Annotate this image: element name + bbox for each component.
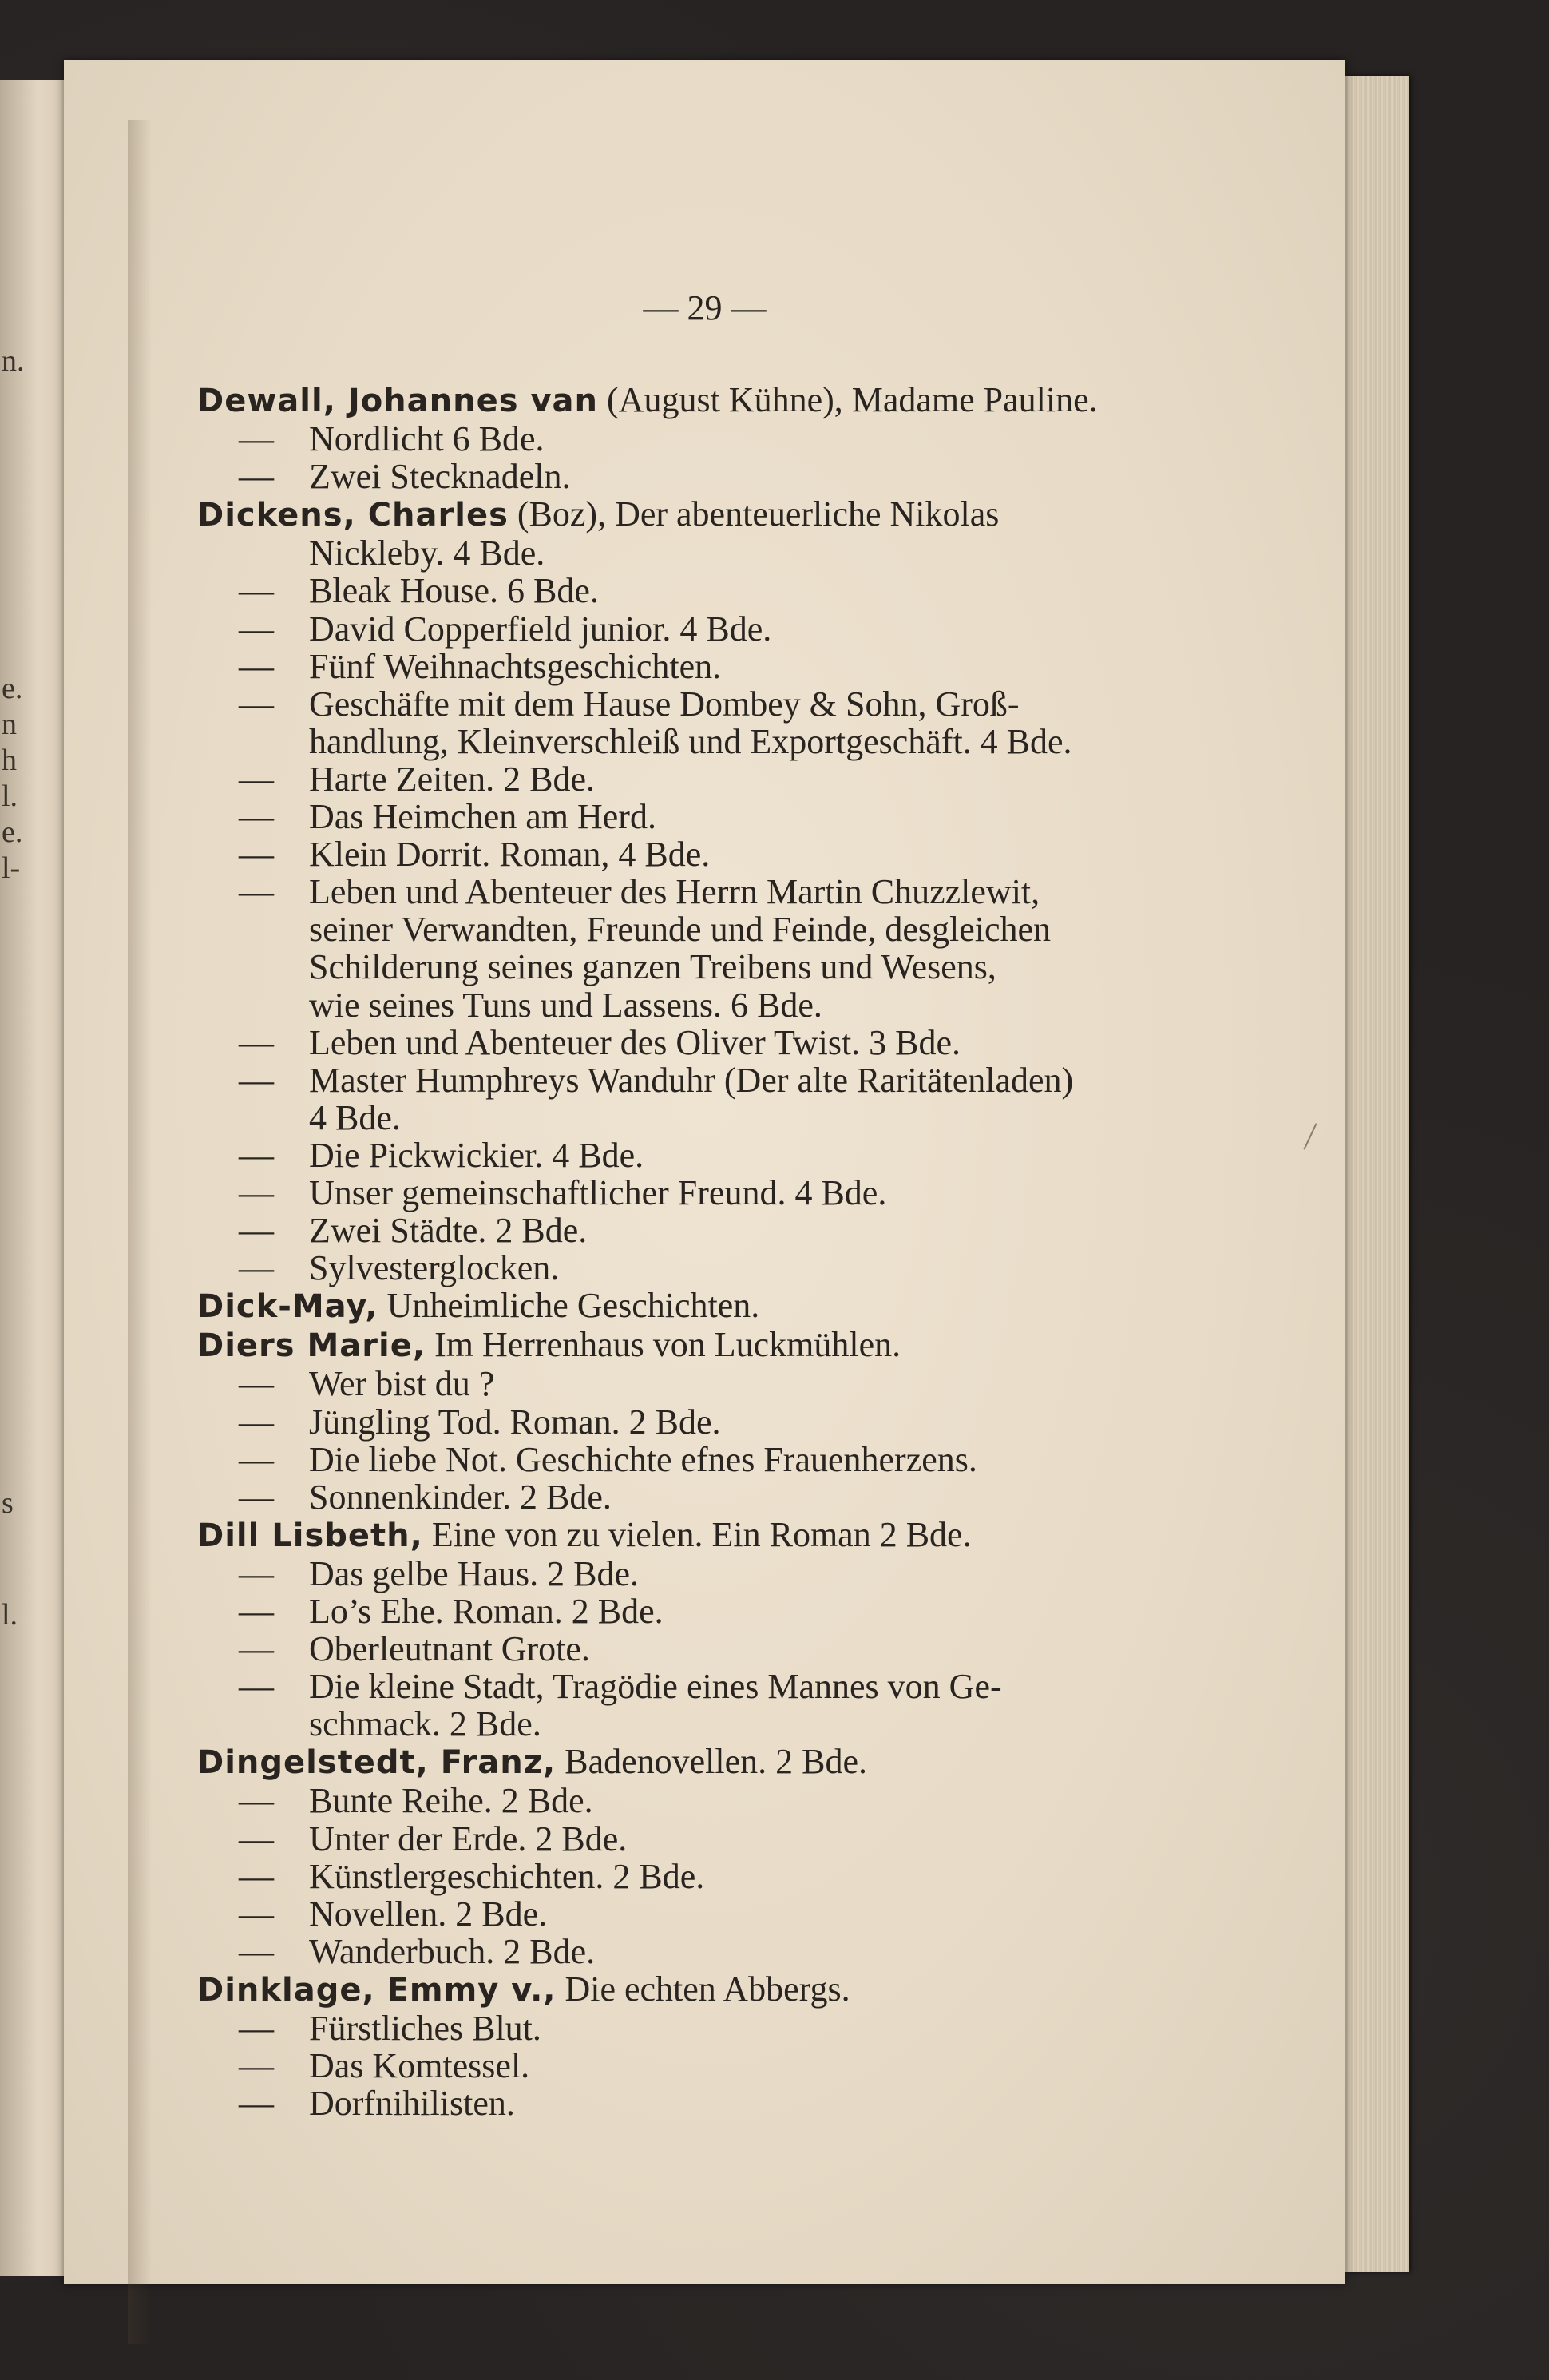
ditto-dash: — <box>239 571 274 611</box>
entry-continuation: Schilderung seines ganzen Treibens und Wesens, <box>309 947 996 987</box>
ditto-dash: — <box>239 1402 274 1442</box>
title-entry <box>197 873 1222 1023</box>
entry-text: Harte Zeiten. 2 Bde. <box>309 759 595 799</box>
title-entry <box>197 1174 1222 1212</box>
entry-text: Wer bist du ? <box>309 1364 495 1404</box>
title-entry <box>197 1403 1222 1441</box>
fragment-text: l. <box>2 1598 18 1632</box>
title-entry <box>197 610 1222 648</box>
title-entry <box>197 420 1222 458</box>
fragment-text: s <box>2 1486 14 1520</box>
entry-text: Nordlicht 6 Bde. <box>309 419 545 459</box>
ditto-dash: — <box>239 1364 274 1404</box>
pencil-mark <box>1303 1123 1317 1149</box>
entry-text: Zwei Städte. 2 Bde. <box>309 1211 588 1251</box>
author-entry <box>197 381 1222 420</box>
entry-continuation: seiner Verwandten, Freunde und Feinde, desgleichen <box>309 910 1052 950</box>
entry-text: Fünf Weihnachtsgeschichten. <box>309 646 722 686</box>
entry-text: Sylvesterglocken. <box>309 1248 560 1288</box>
entry-text: Oberleutnant Grote. <box>309 1629 590 1669</box>
entry-text: Die Pickwickier. 4 Bde. <box>309 1135 644 1175</box>
entry-continuation: handlung, Kleinverschleiß und Exportgeschäft. 4 Bde. <box>309 721 1072 761</box>
title-entry <box>197 1555 1222 1593</box>
ditto-dash: — <box>239 759 274 799</box>
ditto-dash: — <box>239 2046 274 2086</box>
previous-page-fragments <box>0 80 24 2276</box>
ditto-dash: — <box>239 2084 274 2124</box>
entry-text: Unser gemeinschaftlicher Freund. 4 Bde. <box>309 1172 887 1212</box>
entry-text: Im Herrenhaus von Luckmühlen. <box>426 1325 901 1365</box>
author-entry <box>197 1743 1222 1782</box>
fragment-text: e. <box>2 672 23 705</box>
author-entry <box>197 1287 1222 1326</box>
title-entry <box>197 1024 1222 1061</box>
ditto-dash: — <box>239 684 274 724</box>
entry-text: Dorfnihilisten. <box>309 2084 515 2124</box>
page-number: — 29 — <box>643 288 767 327</box>
page-block-edge <box>1345 76 1409 2272</box>
ditto-dash: — <box>239 1931 274 1971</box>
entry-text: Das Heimchen am Herd. <box>309 797 656 837</box>
ditto-dash: — <box>239 1211 274 1251</box>
author-name: Dickens, Charles <box>197 497 509 534</box>
title-entry <box>197 1478 1222 1516</box>
author-name: Dinklage, Emmy v., <box>197 1971 557 2009</box>
ditto-dash: — <box>239 1248 274 1288</box>
fragment-text: e. <box>2 815 23 849</box>
author-name: Dill Lisbeth, <box>197 1517 423 1554</box>
title-entry <box>197 835 1222 873</box>
ditto-dash: — <box>239 1819 274 1858</box>
entry-text: Sonnenkinder. 2 Bde. <box>309 1477 612 1517</box>
fragment-text: n <box>2 708 17 741</box>
title-entry <box>197 1061 1222 1136</box>
previous-page-edge <box>0 80 64 2276</box>
title-entry <box>197 1212 1222 1249</box>
author-entry <box>197 495 1222 572</box>
page-gutter-shadow <box>128 120 152 2344</box>
author-name: Dick-May, <box>197 1288 378 1326</box>
title-entry <box>197 685 1222 760</box>
entry-text: Badenovellen. 2 Bde. <box>556 1742 868 1782</box>
entry-text: Unheimliche Geschichten. <box>378 1286 760 1326</box>
entry-text: Klein Dorrit. Roman, 4 Bde. <box>309 835 711 875</box>
title-entry <box>197 1365 1222 1402</box>
author-name: Diers Marie, <box>197 1327 426 1365</box>
title-entry <box>197 1630 1222 1668</box>
fragment-text: n. <box>2 344 25 378</box>
entry-text: (Boz), Der abenteuerliche Nikolas <box>508 494 1000 534</box>
title-entry <box>197 1668 1222 1743</box>
catalog-entries <box>197 381 1222 2122</box>
ditto-dash: — <box>239 1553 274 1593</box>
ditto-dash: — <box>239 1060 274 1100</box>
ditto-dash: — <box>239 646 274 686</box>
title-entry <box>197 1895 1222 1933</box>
ditto-dash: — <box>239 1477 274 1517</box>
entry-text: Jüngling Tod. Roman. 2 Bde. <box>309 1402 721 1442</box>
ditto-dash: — <box>239 457 274 497</box>
ditto-dash: — <box>239 1781 274 1821</box>
entry-text: Die liebe Not. Geschichte efnes Frauenherzens. <box>309 1439 977 1479</box>
entry-text: Wanderbuch. 2 Bde. <box>309 1931 596 1971</box>
ditto-dash: — <box>239 1592 274 1631</box>
ditto-dash: — <box>239 1894 274 1934</box>
entry-text: Die kleine Stadt, Tragödie eines Mannes von Ge- <box>309 1667 1002 1707</box>
entry-text: Das Komtessel. <box>309 2046 530 2086</box>
ditto-dash: — <box>239 1629 274 1669</box>
author-name: Dewall, Johannes van <box>197 383 599 419</box>
ditto-dash: — <box>239 1022 274 1062</box>
title-entry <box>197 1593 1222 1630</box>
title-entry <box>197 1441 1222 1478</box>
ditto-dash: — <box>239 2009 274 2049</box>
entry-continuation: 4 Bde. <box>309 1097 401 1137</box>
title-entry <box>197 2009 1222 2047</box>
fragment-text: l- <box>2 851 21 885</box>
entry-text: Master Humphreys Wanduhr (Der alte Raritätenladen) <box>309 1060 1074 1100</box>
entry-text: Geschäfte mit dem Hause Dombey & Sohn, Groß- <box>309 684 1020 724</box>
title-entry <box>197 1136 1222 1174</box>
title-entry <box>197 648 1222 685</box>
entry-continuation: wie seines Tuns und Lassens. 6 Bde. <box>309 985 822 1025</box>
entry-continuation: schmack. 2 Bde. <box>309 1704 541 1744</box>
author-entry <box>197 1970 1222 2009</box>
author-name: Dingelstedt, Franz, <box>197 1744 557 1782</box>
ditto-dash: — <box>239 835 274 875</box>
ditto-dash: — <box>239 872 274 912</box>
ditto-dash: — <box>239 609 274 649</box>
ditto-dash: — <box>239 797 274 837</box>
ditto-dash: — <box>239 1135 274 1175</box>
title-entry <box>197 760 1222 798</box>
entry-text: Leben und Abenteuer des Oliver Twist. 3 Bde. <box>309 1022 961 1062</box>
entry-continuation: Nickleby. 4 Bde. <box>309 534 545 573</box>
entry-text: Leben und Abenteuer des Herrn Martin Chuzzlewit, <box>309 872 1040 912</box>
entry-text: Lo’s Ehe. Roman. 2 Bde. <box>309 1592 664 1631</box>
title-entry <box>197 2084 1222 2122</box>
title-entry <box>197 1858 1222 1895</box>
title-entry <box>197 1820 1222 1858</box>
author-entry <box>197 1326 1222 1365</box>
ditto-dash: — <box>239 1856 274 1896</box>
book-page <box>64 60 1345 2284</box>
ditto-dash: — <box>239 1172 274 1212</box>
author-entry <box>197 1516 1222 1555</box>
title-entry <box>197 798 1222 835</box>
ditto-dash: — <box>239 1667 274 1707</box>
entry-text: Künstlergeschichten. 2 Bde. <box>309 1856 705 1896</box>
entry-text: Unter der Erde. 2 Bde. <box>309 1819 628 1858</box>
entry-text: Das gelbe Haus. 2 Bde. <box>309 1553 640 1593</box>
title-entry <box>197 1933 1222 1970</box>
entry-text: Die echten Abbergs. <box>556 1969 850 2009</box>
entry-text: Zwei Stecknadeln. <box>309 457 571 497</box>
entry-text: Eine von zu vielen. Ein Roman 2 Bde. <box>422 1514 972 1554</box>
title-entry <box>197 572 1222 609</box>
entry-text: David Copperfield junior. 4 Bde. <box>309 609 772 649</box>
entry-text: Novellen. 2 Bde. <box>309 1894 548 1934</box>
title-entry <box>197 2047 1222 2084</box>
entry-text: Fürstliches Blut. <box>309 2009 541 2049</box>
entry-text: (August Kühne), Madame Pauline. <box>598 380 1098 419</box>
title-entry <box>197 1249 1222 1287</box>
entry-text: Bleak House. 6 Bde. <box>309 571 599 611</box>
entry-text: Bunte Reihe. 2 Bde. <box>309 1781 593 1821</box>
fragment-text: l. <box>2 779 18 813</box>
title-entry <box>197 458 1222 495</box>
ditto-dash: — <box>239 419 274 459</box>
fragment-text: h <box>2 744 17 777</box>
title-entry <box>197 1782 1222 1819</box>
ditto-dash: — <box>239 1439 274 1479</box>
